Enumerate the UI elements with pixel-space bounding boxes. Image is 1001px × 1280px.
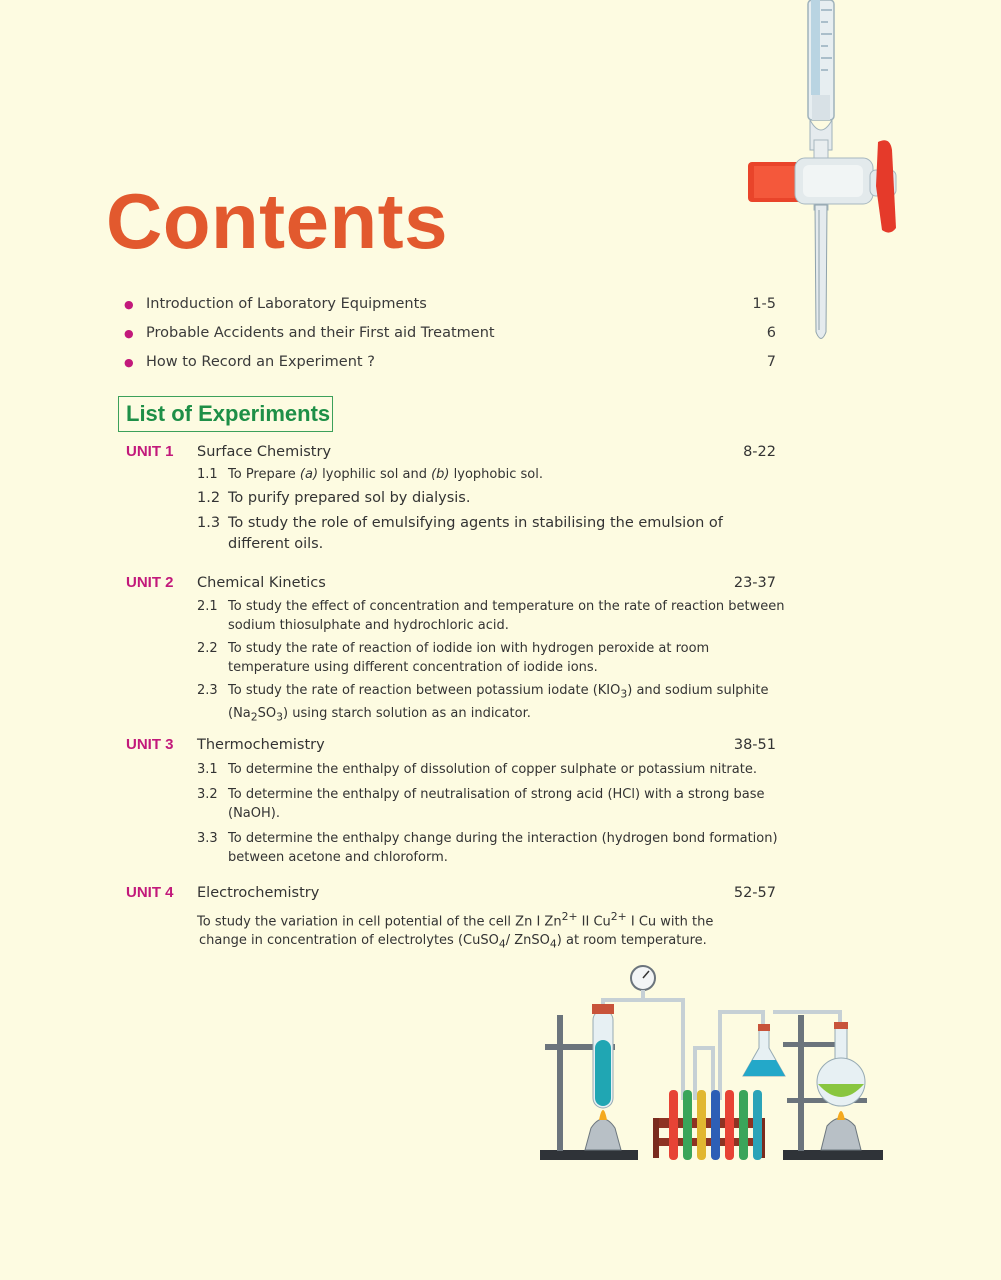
experiment-number: 3.3: [197, 831, 218, 846]
experiment-number: 3.1: [197, 762, 218, 777]
experiment-text: To study the rate of reaction between potassium iodate $(KIO_3)$ and sodium sulphite $(Na_2SO_3)$ using starch solution as an indicator.: [228, 683, 769, 724]
intro-item: [124, 296, 776, 325]
intro-item-page: 7: [766, 354, 776, 370]
bullet-icon: ●: [124, 298, 134, 311]
experiment-item: [197, 465, 788, 484]
intro-item-title: How to Record an Experiment ?: [146, 354, 375, 370]
experiment-text: To determine the enthalpy of neutralisation of strong acid (HCl) with a strong base (NaOH).: [228, 787, 765, 821]
unit-label: UNIT 3: [126, 736, 174, 753]
experiment-item: [197, 597, 788, 635]
experiment-text: To study the variation in cell potential of the cell Zn I $Zn^{2+}$ II $Cu^{2+}$ I Cu with the change in concentration of electrolytes (CuSO$_4$/ ZnSO$_4$) at room temperature.: [197, 910, 714, 951]
unit-title: Thermochemistry: [197, 737, 325, 753]
experiment-text: To study the rate of reaction of iodide ion with hydrogen peroxide at room temperature using different concentration of iodide ions.: [228, 641, 710, 675]
unit-pages: 52-57: [733, 885, 776, 901]
intro-item: [124, 354, 776, 383]
intro-item: [124, 325, 776, 354]
experiment-item: [197, 681, 788, 726]
intro-list: [124, 296, 776, 383]
unit-pages: 38-51: [733, 737, 776, 753]
unit-label: UNIT 1: [126, 443, 174, 460]
intro-item-page: 6: [766, 325, 776, 341]
unit-title: Surface Chemistry: [197, 444, 332, 460]
unit-section: [126, 443, 776, 555]
list-of-experiments-heading: List of Experiments: [118, 396, 333, 432]
intro-item-title: Probable Accidents and their First aid Treatment: [146, 325, 495, 341]
unit-label: UNIT 2: [126, 574, 174, 591]
experiment-text: To study the role of emulsifying agents in stabilising the emulsion of different oils.: [228, 515, 723, 552]
lab-apparatus-illustration: [535, 960, 890, 1170]
unit-pages: 23-37: [733, 575, 776, 591]
intro-item-page: 1-5: [752, 296, 776, 312]
experiment-item: [197, 829, 788, 867]
unit-pages: 8-22: [743, 444, 776, 460]
experiment-item: [197, 488, 788, 509]
unit-header: [126, 443, 776, 460]
unit-header: [126, 884, 776, 901]
experiment-item: [197, 639, 788, 677]
bullet-icon: ●: [124, 327, 134, 340]
experiment-item: [197, 513, 788, 555]
unit-section: [126, 574, 785, 726]
experiment-text: To determine the enthalpy of dissolution of copper sulphate or potassium nitrate.: [228, 762, 757, 777]
experiment-text: To purify prepared sol by dialysis.: [228, 490, 471, 506]
experiment-item: [197, 785, 788, 823]
unit-header: [126, 574, 776, 591]
experiment-number: 1.3: [197, 515, 221, 531]
unit-label: UNIT 4: [126, 884, 174, 901]
experiment-text: To determine the enthalpy change during the interaction (hydrogen bond formation) between acetone and chloroform.: [228, 831, 778, 865]
page-title: Contents: [106, 177, 448, 265]
unit-section: [126, 884, 776, 954]
experiment-text: To Prepare (a) lyophilic sol and (b) lyophobic sol.: [228, 467, 543, 482]
experiment-item: [197, 760, 788, 779]
unit-header: [126, 736, 776, 753]
bullet-icon: ●: [124, 356, 134, 369]
experiment-number: 2.3: [197, 683, 218, 698]
experiment-number: 2.1: [197, 599, 218, 614]
unit-section: [126, 736, 776, 867]
experiment-number: 1.1: [197, 467, 218, 482]
unit-title: Chemical Kinetics: [197, 575, 326, 591]
experiment-number: 2.2: [197, 641, 218, 656]
experiment-number: 1.2: [197, 490, 221, 506]
intro-item-title: Introduction of Laboratory Equipments: [146, 296, 427, 312]
unit-title: Electrochemistry: [197, 885, 320, 901]
experiment-number: 3.2: [197, 787, 218, 802]
experiment-text: To study the effect of concentration and temperature on the rate of reaction between sodium thiosulphate and hydrochloric acid.: [228, 599, 785, 633]
